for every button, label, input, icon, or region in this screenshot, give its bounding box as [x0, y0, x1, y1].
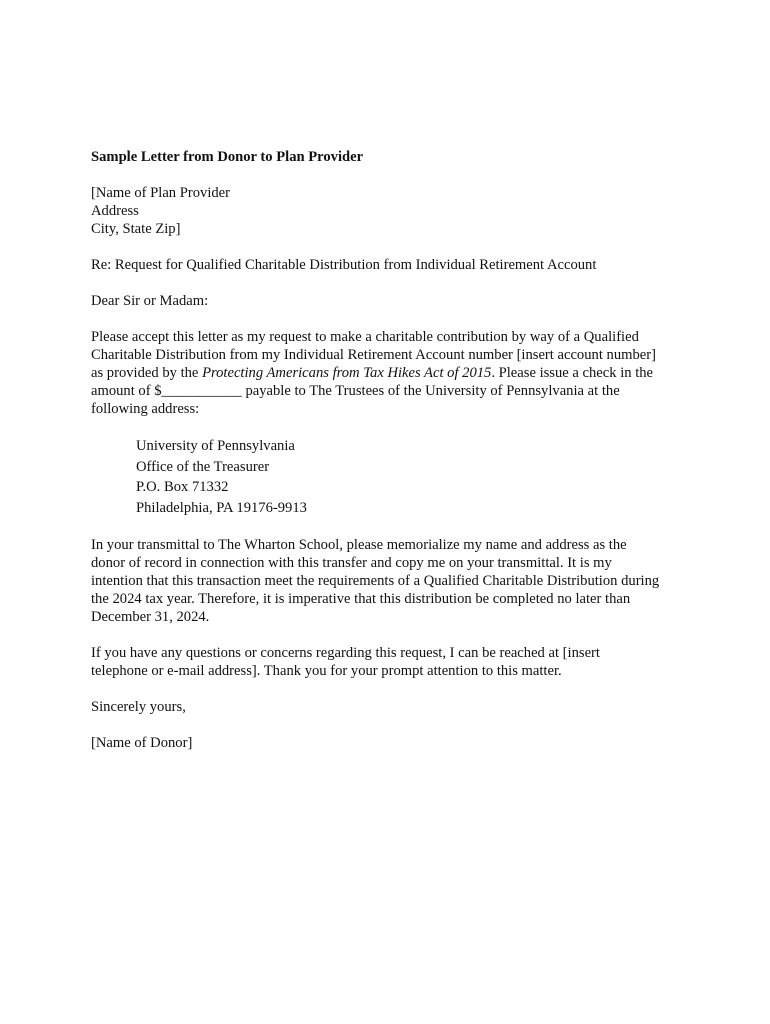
paragraph-line: donor of record in connection with this transfer and copy me on your transmittal. It is my: [91, 555, 612, 571]
paragraph-line: intention that this transaction meet the requirements of a Qualified Charitable Distribution during: [91, 573, 660, 589]
payee-address-line: Philadelphia, PA 19176-9913: [136, 499, 307, 516]
contact-paragraph: [91, 644, 691, 680]
letter-body: [91, 148, 691, 770]
paragraph-line: telephone or e-mail address]. Thank you for your prompt attention to this matter.: [91, 663, 562, 679]
paragraph-line: In your transmittal to The Wharton School, please memorialize my name and address as the: [91, 537, 627, 553]
paragraph-line: amount of $___________ payable to The Trustees of the University of Pennsylvania at the: [91, 383, 620, 399]
letter-title: Sample Letter from Donor to Plan Provider: [91, 149, 364, 165]
paragraph-line: the 2024 tax year. Therefore, it is imperative that this distribution be completed no later than: [91, 591, 631, 607]
act-name: Protecting Americans from Tax Hikes Act of 2015: [202, 365, 492, 381]
paragraph-line: following address:: [91, 401, 200, 417]
paragraph-line: Please accept this letter as my request to make a charitable contribution by way of a Qualified: [91, 329, 639, 345]
paragraph-line: Charitable Distribution from my Individual Retirement Account number [insert account number]: [91, 347, 656, 363]
paragraph-line: [91, 364, 691, 382]
request-paragraph: [91, 328, 691, 418]
transmittal-paragraph: [91, 536, 691, 626]
subject-line: Re: Request for Qualified Charitable Distribution from Individual Retirement Account: [91, 257, 597, 273]
closing: Sincerely yours,: [91, 699, 186, 715]
paragraph-text: . Please issue a check in the: [491, 365, 654, 381]
recipient-street: Address: [91, 203, 139, 219]
recipient-address: [91, 184, 691, 238]
payee-address-line: University of Pennsylvania: [136, 438, 295, 454]
paragraph-line: If you have any questions or concerns regarding this request, I can be reached at [insert: [91, 645, 600, 661]
signature: [Name of Donor]: [91, 735, 193, 751]
payee-address-line: P.O. Box 71332: [136, 479, 229, 495]
payee-address: [136, 436, 691, 518]
paragraph-text: as provided by the: [91, 365, 203, 381]
paragraph-line: December 31, 2024.: [91, 609, 210, 625]
recipient-city: City, State Zip]: [91, 221, 181, 237]
payee-address-line: Office of the Treasurer: [136, 458, 270, 475]
salutation: Dear Sir or Madam:: [91, 293, 209, 309]
recipient-name: [Name of Plan Provider: [91, 185, 231, 201]
